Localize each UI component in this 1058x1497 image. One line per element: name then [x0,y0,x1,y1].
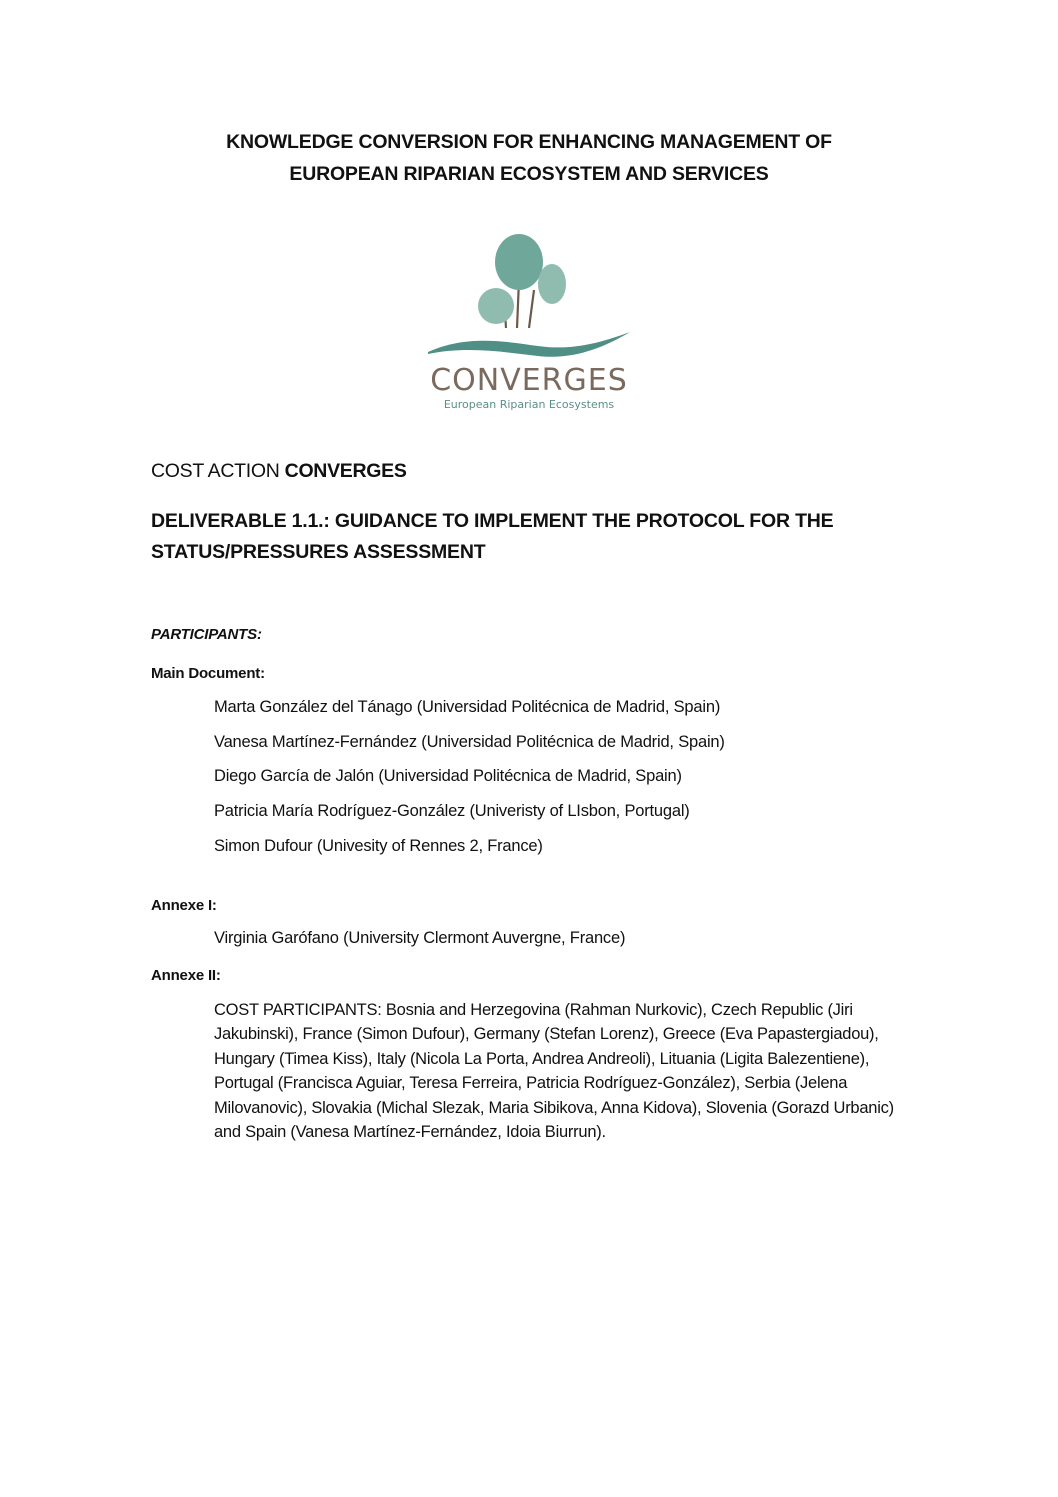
deliverable-line-2: STATUS/PRESSURES ASSESSMENT [151,541,486,563]
title-line-2: EUROPEAN RIPARIAN ECOSYSTEM AND SERVICES [289,163,769,185]
logo-tagline: European Riparian Ecosystems [443,398,615,411]
title-line-1: KNOWLEDGE CONVERSION FOR ENHANCING MANAGEMENT OF [226,131,832,153]
annexe-2-label: Annexe II: [151,967,221,984]
main-document-person: Vanesa Martínez-Fernández (Universidad Politécnica de Madrid, Spain) [214,733,725,751]
annexe-1-label: Annexe I: [151,897,217,914]
annexe-2-participants: COST PARTICIPANTS: Bosnia and Herzegovina (Rahman Nurkovic), Czech Republic (Jiri Jakubinski), France (Simon Dufour), Germany (Stefan Lorenz), Greece (Eva Papastergiadou), Hungary (Timea Kiss), Italy (Nicola La Porta, Andrea Andreoli), Lituania (Ligita Balezentiene), Portugal (Francisca Aguiar, Teresa Ferreira, Patricia Rodríguez-González), Serbia (Jelena Milovanovic), Slovakia (Michal Slezak, Maria Sibikova, Anna Kidova), Slovenia (Gorazd Urbanic) and Spain (Vanesa Martínez-Fernández, Idoia Biurrun). [214,1001,894,1142]
annexe-1-person: Virginia Garófano (University Clermont Auvergne, France) [214,929,626,947]
tree-canopy-center [495,234,543,290]
participants-label: PARTICIPANTS: [151,626,262,643]
trunk-right [529,290,534,328]
deliverable-line-1: DELIVERABLE 1.1.: GUIDANCE TO IMPLEMENT THE PROTOCOL FOR THE [151,510,834,532]
main-document-person: Diego García de Jalón (Universidad Politécnica de Madrid, Spain) [214,767,682,785]
main-document-label: Main Document: [151,665,265,682]
converges-logo [398,214,660,440]
deliverable-title [151,506,951,568]
main-document-person: Patricia María Rodríguez-González (Univeristy of LIsbon, Portugal) [214,802,690,820]
tree-canopy-right [538,264,566,304]
main-document-person: Simon Dufour (Univesity of Rennes 2, France) [214,837,543,855]
main-document-person: Marta González del Tánago (Universidad Politécnica de Madrid, Spain) [214,698,721,716]
cost-action-heading [151,460,407,483]
tree-canopy-left [478,288,514,324]
logo-wordmark: CONVERGES [430,363,628,398]
cost-action-prefix: COST ACTION [151,460,285,482]
river-wave [428,332,630,357]
cost-action-name: CONVERGES [284,460,407,482]
